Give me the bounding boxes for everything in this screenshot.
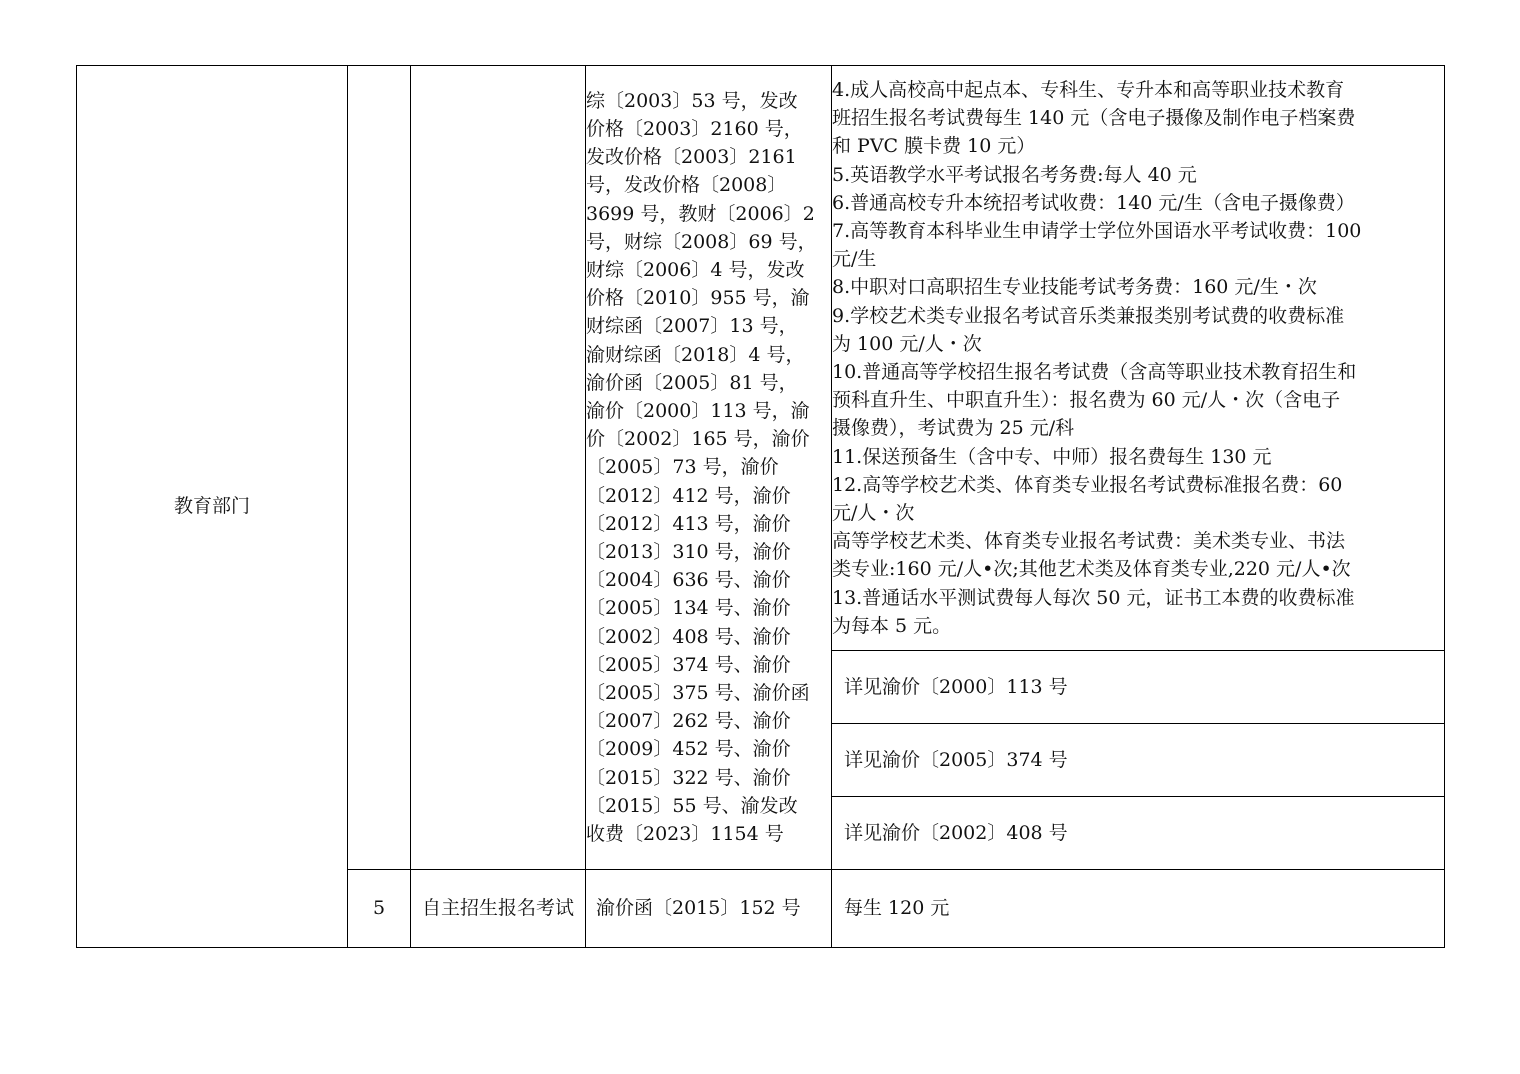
standard-line: 班招生报名考试费每生 140 元（含电子摄像及制作电子档案费 — [832, 107, 1356, 130]
sub-standard-cell — [832, 797, 1445, 870]
sub-standard-text: 详见渝价〔2000〕113 号 — [844, 675, 1068, 698]
basis-line: 渝价函〔2005〕81 号， — [586, 371, 798, 394]
sub-standard-text: 详见渝价〔2005〕374 号 — [844, 748, 1068, 771]
basis-cell — [586, 66, 832, 870]
basis-line: 〔2002〕408 号、渝价 — [586, 625, 791, 648]
basis-line: 收费〔2023〕1154 号 — [586, 823, 784, 846]
basis-line: 〔2009〕452 号、渝价 — [586, 738, 791, 761]
standard-line: 8.中职对口高职招生专业技能考试考务费：160 元/生・次 — [832, 276, 1317, 299]
basis-line: 〔2015〕55 号、渝发改 — [586, 794, 798, 817]
standard-line: 元/人・次 — [832, 502, 915, 525]
department-label: 教育部门 — [173, 495, 250, 518]
standard-line: 高等学校艺术类、体育类专业报名考试费：美术类专业、书法 — [832, 530, 1346, 553]
standard-line: 6.普通高校专升本统招考试收费：140 元/生（含电子摄像费） — [832, 191, 1355, 214]
basis-line: 号，发改价格〔2008〕 — [586, 174, 787, 197]
basis-line: 〔2005〕374 号、渝价 — [586, 653, 791, 676]
basis-line: 价格〔2003〕2160 号， — [586, 117, 803, 140]
standard-line: 4.成人高校高中起点本、专科生、专升本和高等职业技术教育 — [832, 78, 1345, 101]
item-cell — [411, 870, 586, 948]
standard-line: 11.保送预备生（含中专、中师）报名费每生 130 元 — [832, 445, 1272, 468]
standard-line: 7.高等教育本科毕业生申请学士学位外国语水平考试收费：100 — [832, 219, 1362, 242]
standard-text — [832, 76, 1444, 640]
standard-line: 元/生 — [832, 248, 877, 271]
basis-line: 综〔2003〕53 号，发改 — [586, 89, 798, 112]
basis-cell — [586, 870, 832, 948]
department-cell — [77, 66, 348, 948]
standard-cell — [832, 870, 1445, 948]
standard-line: 5.英语教学水平考试报名考务费:每人 40 元 — [832, 163, 1197, 186]
standard-line: 10.普通高等学校招生报名考试费（含高等职业技术教育招生和 — [832, 361, 1357, 383]
standard-cell — [832, 66, 1445, 651]
standard-line: 13.普通话水平测试费每人每次 50 元，证书工本费的收费标准 — [832, 586, 1355, 609]
standard-line: 和 PVC 膜卡费 10 元） — [832, 135, 1036, 158]
basis-line: 〔2005〕73 号，渝价 — [586, 456, 779, 479]
standard-text: 每生 120 元 — [844, 897, 950, 920]
basis-line: 发改价格〔2003〕2161 — [586, 146, 797, 169]
standard-line: 摄像费），考试费为 25 元/科 — [832, 417, 1075, 440]
standard-line: 为每本 5 元。 — [832, 614, 952, 637]
basis-line: 3699 号，教财〔2006〕2 — [586, 202, 815, 225]
basis-line: 财综函〔2007〕13 号， — [586, 315, 798, 338]
standard-line: 预科直升生、中职直升生）：报名费为 60 元/人・次（含电子 — [832, 389, 1341, 412]
sub-standard-text: 详见渝价〔2002〕408 号 — [844, 821, 1068, 844]
basis-line: 〔2005〕375 号、渝价函 — [586, 682, 810, 705]
basis-line: 价格〔2010〕955 号，渝 — [586, 287, 810, 310]
basis-line: 号，财综〔2008〕69 号， — [586, 230, 817, 253]
fee-table — [76, 65, 1445, 948]
standard-line: 类专业:160 元/人•次;其他艺术类及体育类专业,220 元/人•次 — [832, 558, 1351, 581]
number-cell-empty — [348, 66, 411, 870]
sub-standard-cell — [832, 724, 1445, 797]
standard-line: 9.学校艺术类专业报名考试音乐类兼报类别考试费的收费标准 — [832, 304, 1345, 327]
basis-line: 〔2007〕262 号、渝价 — [586, 710, 791, 733]
basis-line: 〔2005〕134 号、渝价 — [586, 597, 791, 620]
item-name: 自主招生报名考试 — [421, 897, 574, 920]
table-row — [77, 66, 1445, 651]
item-cell-empty — [411, 66, 586, 870]
basis-line: 〔2015〕322 号、渝价 — [586, 766, 791, 789]
basis-text — [586, 87, 831, 848]
row-number: 5 — [372, 897, 386, 920]
basis-line: 渝价〔2000〕113 号，渝 — [586, 399, 810, 422]
number-cell — [348, 870, 411, 948]
sub-standard-cell — [832, 651, 1445, 724]
basis-text: 渝价函〔2015〕152 号 — [596, 897, 801, 920]
basis-line: 价〔2002〕165 号，渝价 — [586, 428, 810, 451]
standard-line: 为 100 元/人・次 — [832, 332, 982, 355]
basis-line: 〔2013〕310 号，渝价 — [586, 541, 791, 563]
basis-line: 〔2012〕413 号，渝价 — [586, 512, 791, 535]
basis-line: 〔2012〕412 号，渝价 — [586, 484, 791, 507]
basis-line: 财综〔2006〕4 号，发改 — [586, 258, 805, 281]
standard-line: 12.高等学校艺术类、体育类专业报名考试费标准报名费：60 — [832, 473, 1343, 496]
basis-line: 〔2004〕636 号、渝价 — [586, 569, 791, 592]
basis-line: 渝财综函〔2018〕4 号， — [586, 343, 805, 366]
